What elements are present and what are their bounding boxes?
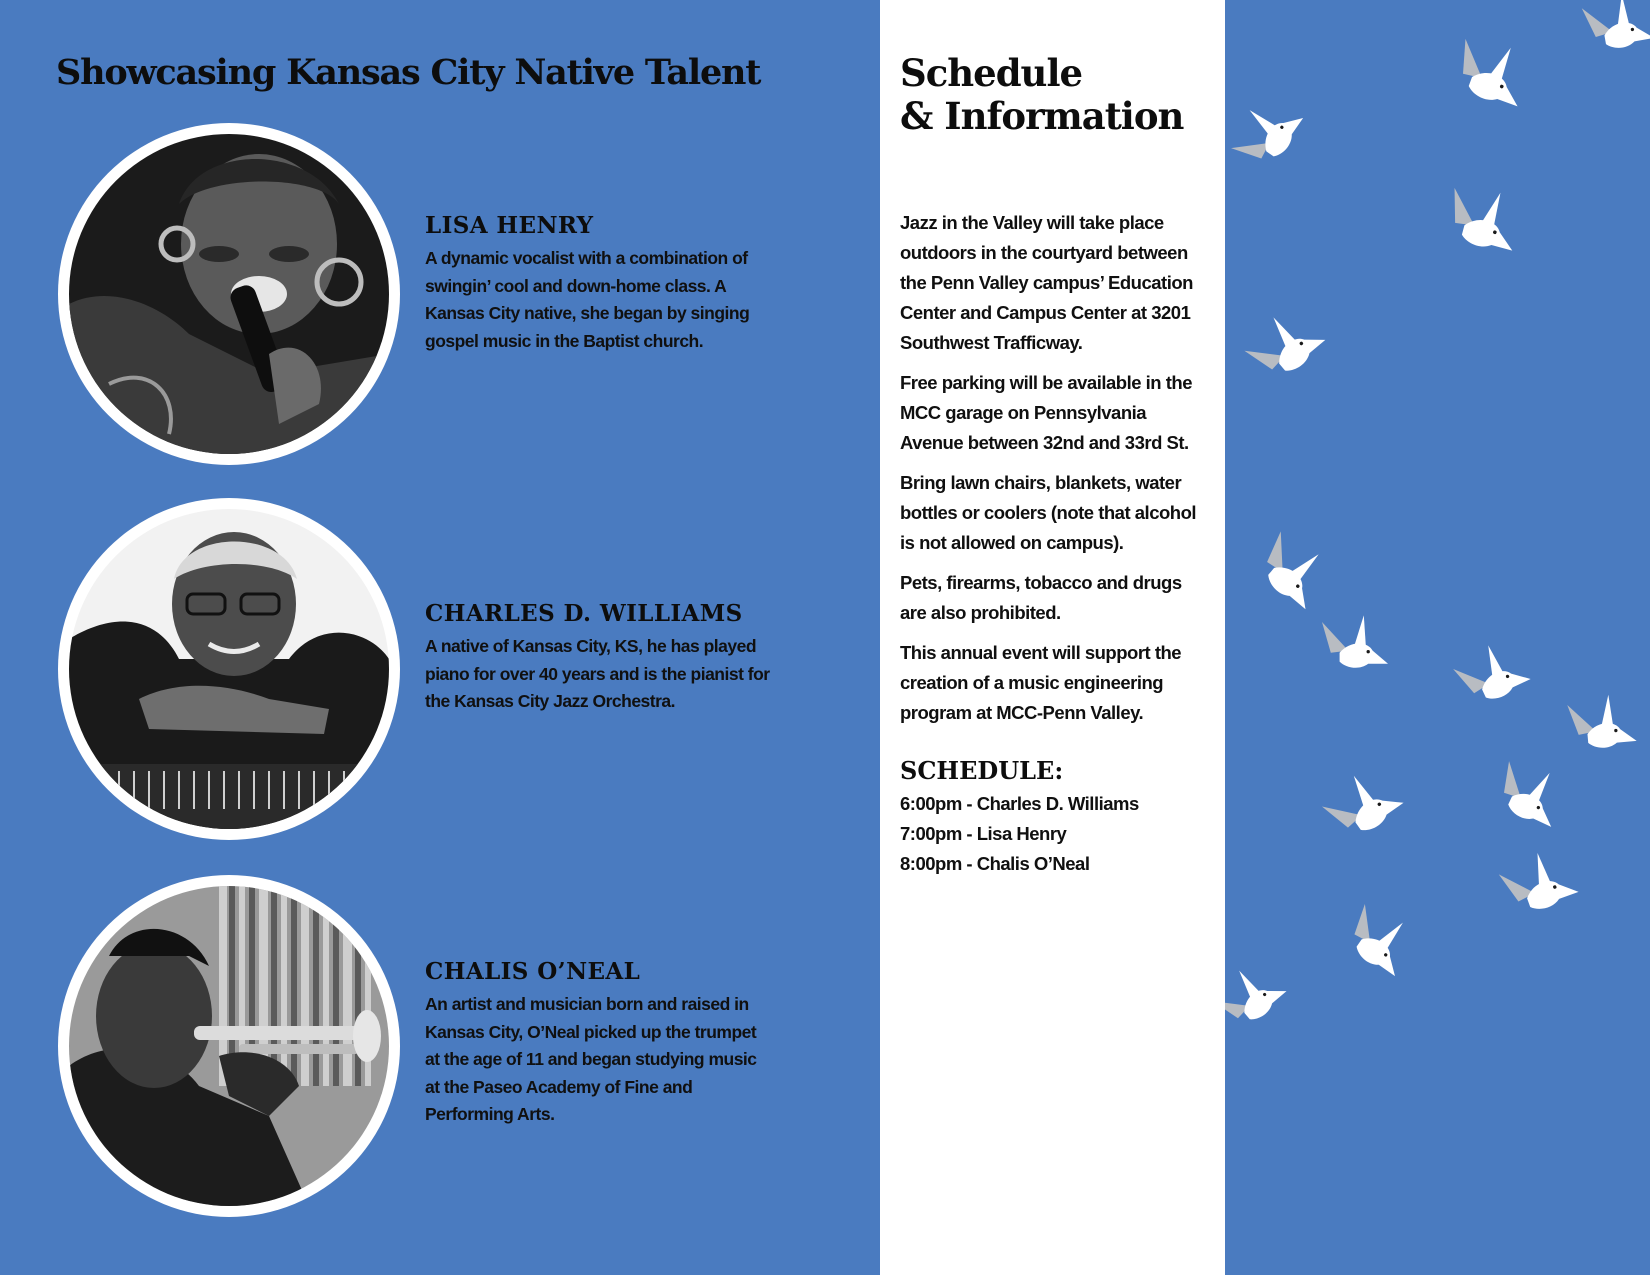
performer-description: A dynamic vocalist with a combination of swingin’ cool and down-home class. A Kansas City native, she began by singing gospel music in the Baptist church. bbox=[425, 248, 750, 351]
avatar-lisa-henry bbox=[58, 123, 400, 465]
performer-description: An artist and musician born and raised in Kansas City, O’Neal picked up the trumpet at the age of 11 and began studying music at the Paseo Academy of Fine and Performing Arts. bbox=[425, 994, 757, 1124]
birds-panel bbox=[1225, 0, 1650, 1275]
bird-icon bbox=[1448, 32, 1535, 110]
page-title: Showcasing Kansas City Native Talent bbox=[56, 52, 761, 93]
info-heading-line2: & Information bbox=[900, 94, 1184, 138]
avatar-charles-williams bbox=[58, 498, 400, 840]
info-paragraph-prohibited: Pets, firearms, tobacco and drugs are also prohibited. bbox=[900, 572, 1182, 623]
bird-icon bbox=[1226, 90, 1307, 174]
bird-icon bbox=[1442, 181, 1526, 255]
performer-bio-chalis-oneal bbox=[425, 958, 775, 1129]
info-paragraph-support: This annual event will support the creation of a music engineering program at MCC-Penn Valley. bbox=[900, 642, 1182, 723]
bird-icon bbox=[1250, 526, 1338, 612]
performer-name: CHALIS O’NEAL bbox=[425, 958, 641, 985]
bird-icon bbox=[1318, 761, 1406, 845]
info-paragraph-bring: Bring lawn chairs, blankets, water bottles or coolers (note that alcohol is not allowed on campus). bbox=[900, 472, 1197, 553]
performer-bio-lisa-henry bbox=[425, 212, 775, 355]
performer-name: CHARLES D. WILLIAMS bbox=[425, 600, 743, 627]
schedule-item: 7:00pm - Lisa Henry bbox=[900, 823, 1067, 844]
bird-icon bbox=[1225, 956, 1289, 1035]
bird-icon bbox=[1567, 693, 1637, 751]
bird-icon bbox=[1240, 301, 1328, 387]
schedule-item: 6:00pm - Charles D. Williams bbox=[900, 793, 1139, 814]
performer-bio-charles-williams bbox=[425, 600, 775, 716]
info-body bbox=[900, 208, 1210, 879]
bird-icon bbox=[1496, 844, 1580, 919]
bird-icon bbox=[1322, 615, 1388, 667]
trumpeter-photo bbox=[69, 886, 389, 1206]
bird-icon bbox=[1490, 755, 1572, 830]
bird-icon bbox=[1450, 635, 1532, 710]
vocalist-photo bbox=[69, 134, 389, 454]
flying-birds-illustration bbox=[1225, 0, 1650, 1275]
info-paragraph-location: Jazz in the Valley will take place outdoors in the courtyard between the Penn Valley campus’ Education Center and Campus Center at 3201 Southwest Trafficway. bbox=[900, 212, 1193, 353]
avatar-chalis-oneal bbox=[58, 875, 400, 1217]
pianist-photo bbox=[69, 509, 389, 829]
schedule-heading: SCHEDULE: bbox=[900, 756, 1064, 785]
performer-description: A native of Kansas City, KS, he has played piano for over 40 years and is the pianist for the Kansas City Jazz Orchestra. bbox=[425, 636, 770, 711]
info-paragraph-parking: Free parking will be available in the MCC garage on Pennsylvania Avenue between 32nd and 33rd St. bbox=[900, 372, 1192, 453]
schedule-item: 8:00pm - Chalis O’Neal bbox=[900, 853, 1090, 874]
bird-icon bbox=[1339, 899, 1423, 980]
info-heading-line1: Schedule bbox=[900, 51, 1083, 95]
bird-icon bbox=[1581, 0, 1650, 53]
performer-name: LISA HENRY bbox=[425, 212, 594, 239]
info-heading bbox=[900, 52, 1183, 138]
